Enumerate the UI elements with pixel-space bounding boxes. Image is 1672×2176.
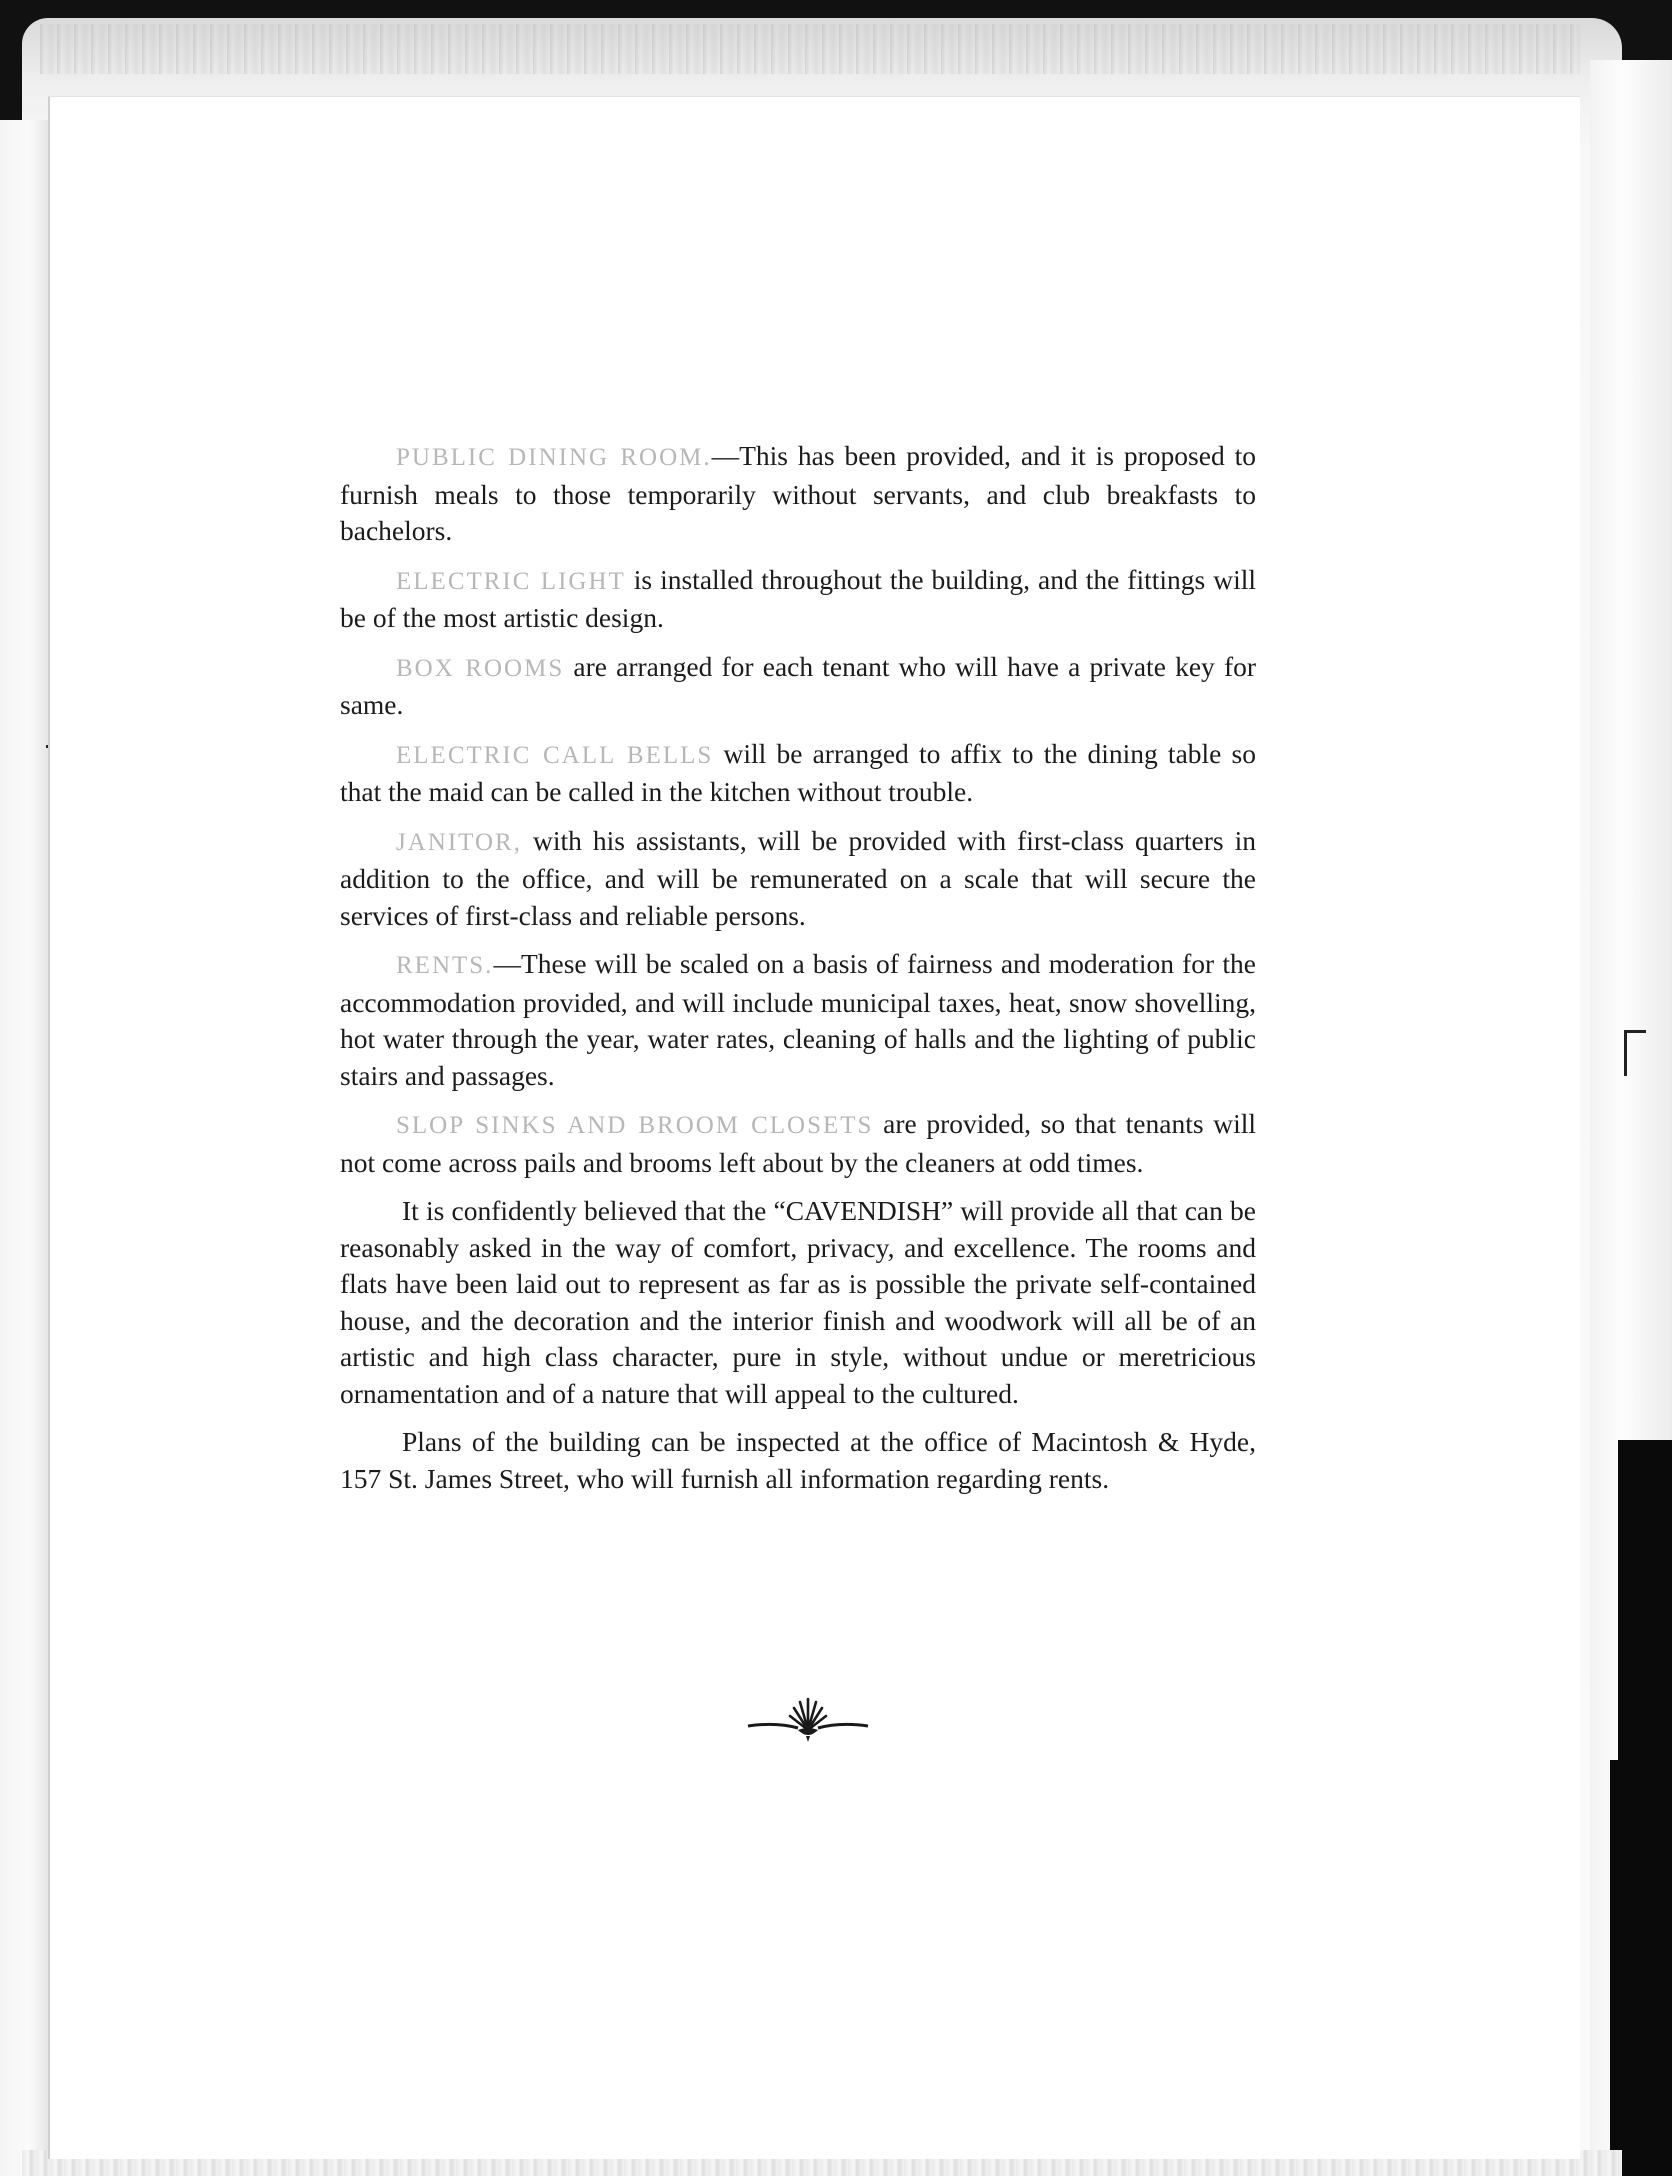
heading-separator — [522, 825, 533, 856]
paragraph-body: is installed throughout the building, and the fittings will be of the most artistic design. — [340, 563, 1256, 633]
paragraph-body: will be arranged to affix to the dining table so that the maid can be called in the kitchen without trouble. — [340, 737, 1257, 807]
edge-mark — [1624, 1030, 1627, 1076]
paragraph-rents — [340, 946, 1256, 1094]
edge-mark — [1624, 1030, 1646, 1033]
paragraph-cavendish-summary: It is confidently believed that the “CAVENDISH” will provide all that can be reasonably asked in the way of comfort, privacy, and excellence. The rooms and flats have been laid out to represent as far as is possible the private self-contained house, and the decoration and the interior finish and woodwork will all be of an artistic and high class character, pure in style, without undue or meretricious ornamentation and of a nature that will appeal to the cultured. — [340, 1195, 1256, 1409]
paragraph-plans-inspection: Plans of the building can be inspected at the office of Macintosh & Hyde, 157 St. James Street, who will furnish all information regarding rents. — [340, 1426, 1256, 1494]
body-text — [340, 438, 1256, 1509]
heading-separator: — — [493, 948, 521, 979]
fan-ornament-icon — [746, 1692, 870, 1744]
paragraph-body: This has been provided, and it is proposed to furnish meals to those temporarily without servants, and club breakfasts to bachelors. — [340, 440, 1256, 546]
paragraph-heading: ELECTRIC LIGHT — [396, 567, 626, 595]
paragraph-electric-call-bells — [340, 736, 1256, 811]
paragraph-heading: JANITOR, — [396, 828, 522, 856]
paragraph-slop-sinks — [340, 1106, 1256, 1181]
top-edge-texture — [40, 24, 1580, 74]
paragraph-electric-light — [340, 562, 1256, 637]
paragraph-heading: RENTS. — [396, 952, 494, 979]
paragraph-heading: ELECTRIC CALL BELLS — [396, 741, 714, 769]
paragraph-heading: BOX ROOMS — [396, 654, 565, 682]
paragraph-heading: PUBLIC DINING ROOM. — [396, 444, 712, 471]
paragraph-box-rooms — [340, 649, 1256, 724]
paragraph-body: are arranged for each tenant who will have a private key for same. — [340, 650, 1257, 720]
paragraph-body: These will be scaled on a basis of fairness and moderation for the accommodation provided, and will include municipal taxes, heat, snow shovelling, hot water through the year, water rates, cleaning of halls and the lighting of public stairs and passages. — [340, 948, 1256, 1091]
left-page-edge — [0, 120, 48, 2176]
heading-separator: — — [711, 440, 740, 471]
heading-separator — [713, 738, 723, 769]
paragraph-janitor — [340, 823, 1256, 935]
paragraph-body: are provided, so that tenants will not come across pails and brooms left about by the cleaners at odd times. — [340, 1108, 1256, 1178]
heading-separator — [873, 1108, 883, 1139]
right-shadow-lower — [1610, 1760, 1672, 2176]
paragraph-public-dining-room — [340, 438, 1256, 550]
heading-separator — [626, 564, 634, 595]
paragraph-heading: SLOP SINKS AND BROOM CLOSETS — [396, 1112, 874, 1139]
paragraph-body: with his assistants, will be provided with first-class quarters in addition to the office, and will be remunerated on a scale that will secure the services of first-class and reliable persons. — [340, 824, 1256, 931]
